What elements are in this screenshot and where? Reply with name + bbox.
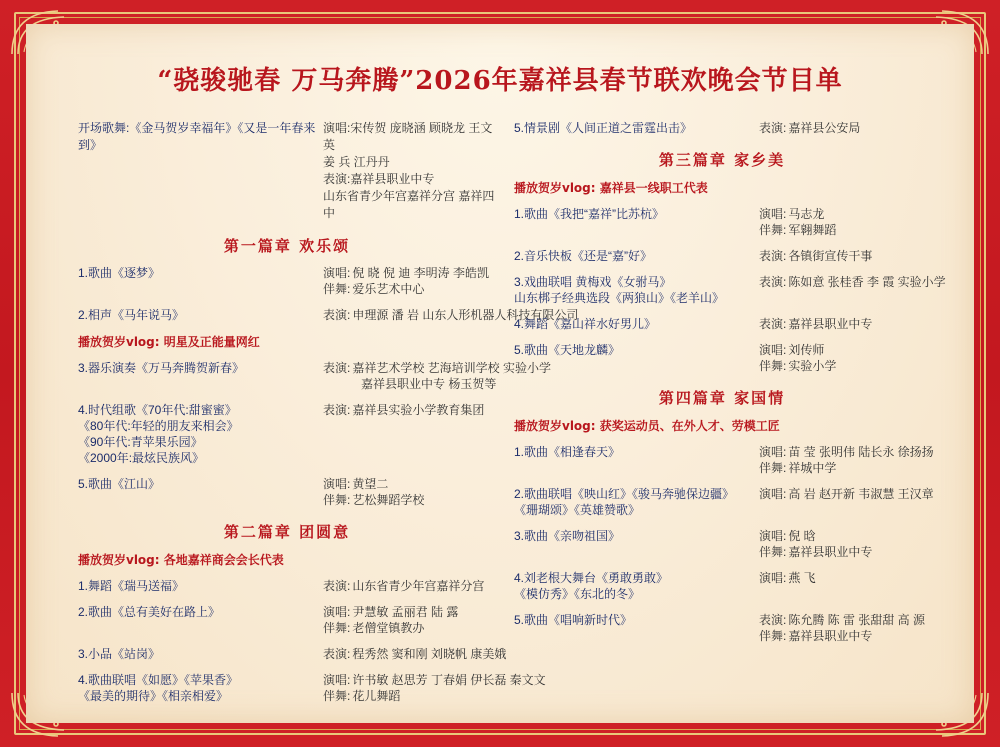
performer-row: [759, 628, 930, 644]
performer-row: [323, 646, 506, 662]
program-name: [514, 206, 759, 238]
item-2-4: [78, 672, 546, 704]
performer-role-label: 表演:: [323, 579, 351, 593]
performer-names: 陈允腾 陈 雷 张甜甜 高 源: [788, 613, 926, 627]
opening-performance: [78, 120, 496, 222]
performer-names: 苗 莹 张明伟 陆长永 徐扬扬: [788, 445, 934, 459]
performer-names: 陈如意 张桂香 李 霞 实验小学: [788, 275, 946, 289]
program-name-line: 3.器乐演奏《万马奔腾贺新春》: [78, 361, 245, 375]
performer-role-label: 演唱:: [323, 605, 351, 619]
performer-block: [759, 444, 934, 476]
vlog-4: 播放贺岁vlog: 获奖运动员、在外人才、劳模工匠: [514, 419, 780, 433]
performer-role-label: 演唱:: [759, 529, 787, 543]
performer-role-label: 演唱:: [759, 571, 787, 585]
performer-row: [323, 281, 496, 297]
item-4-5: [514, 612, 930, 644]
performer-block: [759, 486, 934, 518]
program-name-line: 2.歌曲联唱《映山红》《骏马奔驰保边疆》: [514, 487, 735, 501]
performer-row: [759, 342, 930, 358]
performer-row: [323, 620, 496, 636]
vlog-3: 播放贺岁vlog: 嘉祥县一线职工代表: [514, 181, 708, 195]
performer-names: 刘传师: [788, 343, 825, 357]
performer-row: [759, 358, 930, 374]
program-name-line: 4.时代组歌《70年代:甜蜜蜜》: [78, 403, 237, 417]
program-name-line: 5.歌曲《江山》: [78, 477, 161, 491]
vlog-1: 播放贺岁vlog: 明星及正能量网红: [78, 335, 260, 349]
performer-names: 倪 晓 倪 迪 李明涛 李皓凯: [352, 266, 490, 280]
performer-block: [759, 612, 930, 644]
program-name: [78, 265, 323, 297]
program-name-line: 5.情景剧《人间正道之雷霆出击》: [514, 121, 693, 135]
performer-row: [759, 206, 930, 222]
performer-block: [759, 528, 930, 560]
item-3-4: [514, 316, 930, 332]
item-1-4: [78, 402, 496, 466]
performer-role-label: 演唱:: [323, 477, 351, 491]
performer-names: 花儿舞蹈: [352, 689, 401, 703]
program-name: [514, 316, 759, 332]
program-name: [78, 402, 323, 466]
performer-block: [323, 476, 496, 508]
performer-role-label: 表演:: [323, 647, 351, 661]
program-name-line: 4.刘老根大舞台《勇敢勇敢》: [514, 571, 669, 585]
performer-names: 倪 晗: [788, 529, 816, 543]
program-name-line: 3.戏曲联唱 黄梅戏《女驸马》: [514, 275, 672, 289]
program-name-line: 1.歌曲《逐梦》: [78, 266, 161, 280]
performer-names: 实验小学: [788, 359, 837, 373]
performer-block: [759, 274, 946, 306]
performer-names: 艺松舞蹈学校: [352, 493, 425, 507]
performer-block: [323, 120, 496, 222]
item-3-3: [514, 274, 946, 306]
performer-names: 各镇街宣传干事: [788, 249, 873, 263]
performer-role-label: 伴舞:: [323, 621, 351, 635]
performer-row: [323, 154, 496, 171]
performer-names: 嘉祥县职业中专: [788, 317, 873, 331]
performer-row: [759, 528, 930, 544]
performer-role-label: 伴舞:: [759, 461, 787, 475]
program-name: [78, 604, 323, 636]
performer-block: [759, 342, 930, 374]
page-title: “骁骏驰春 万马奔腾”2026年嘉祥县春节联欢晚会节目单: [157, 66, 843, 96]
item-4-1: [514, 444, 934, 476]
performer-row: [759, 316, 930, 332]
performer-role-label: 表演:: [759, 249, 787, 263]
performer-role-label: 表演:: [323, 172, 351, 186]
performer-names: 申理源 潘 岩 山东人形机器人科技有限公司: [352, 308, 579, 322]
performer-names: 军翱舞蹈: [788, 223, 837, 237]
program-name-line: 《2000年:最炫民族风》: [78, 451, 205, 465]
program-name: [514, 612, 759, 644]
performer-row: [759, 460, 934, 476]
performer-row: [759, 612, 930, 628]
performer-role-label: 伴舞:: [759, 545, 787, 559]
program-name-line: 3.歌曲《亲吻祖国》: [514, 529, 621, 543]
program-name-line: 《最美的期待》《相亲相爱》: [78, 689, 229, 703]
program-name: [78, 578, 323, 594]
item-4-2: [514, 486, 934, 518]
item-2-1: [78, 578, 496, 594]
program-name-line: 1.舞蹈《瑞马送福》: [78, 579, 185, 593]
item-2-5: [514, 120, 930, 136]
performer-names: 嘉祥县实验小学教育集团: [352, 403, 485, 417]
program-name-line: 2.歌曲《总有美好在路上》: [78, 605, 221, 619]
performer-names: 燕 飞: [788, 571, 816, 585]
performer-role-label: 伴舞:: [323, 493, 351, 507]
program-columns: [78, 120, 946, 703]
performer-role-label: 伴舞:: [759, 223, 787, 237]
program-name: [78, 120, 323, 222]
program-name-line: 5.歌曲《唱响新时代》: [514, 613, 633, 627]
performer-row: [759, 486, 934, 502]
performer-role-label: 表演:: [323, 361, 351, 375]
program-sheet: [26, 24, 974, 723]
performer-names: 嘉祥县公安局: [788, 121, 861, 135]
section-3: 第三篇章 家乡美: [658, 151, 786, 169]
section-4: 第四篇章 家国情: [658, 389, 786, 407]
performer-names: 尹慧敏 孟丽君 陆 露: [352, 605, 459, 619]
item-3-2: [514, 248, 930, 264]
program-name: [78, 672, 323, 704]
performer-block: [759, 316, 930, 332]
item-1-2: [78, 307, 579, 323]
performer-role-label: 表演:: [323, 308, 351, 322]
performer-names: 高 岩 赵开新 韦淑慧 王汉章: [788, 487, 934, 501]
performer-block: [323, 604, 496, 636]
performer-names: 爱乐艺术中心: [352, 282, 425, 296]
item-3-5: [514, 342, 930, 374]
program-name: [78, 307, 323, 323]
item-3-1: [514, 206, 930, 238]
performer-role-label: 伴舞:: [759, 629, 787, 643]
performer-names: 宋传贺 庞晓涵 顾晓龙 王文英: [323, 121, 493, 152]
program-name-line: 山东梆子经典选段《两狼山》《老羊山》: [514, 291, 725, 305]
performer-names: 黄望二: [352, 477, 389, 491]
performer-row: [323, 188, 496, 222]
performer-block: [323, 402, 496, 466]
section-2: 第二篇章 团圆意: [223, 523, 351, 541]
program-name-line: 《90年代:青苹果乐园》: [78, 435, 203, 449]
performer-role-label: 演唱:: [759, 445, 787, 459]
performer-role-label: 表演:: [759, 317, 787, 331]
performer-role-label: 演唱:: [323, 121, 351, 135]
performer-block: [323, 578, 496, 594]
performer-row: [759, 120, 930, 136]
program-name-line: 3.小品《站岗》: [78, 647, 161, 661]
performer-row: [759, 444, 934, 460]
performer-row: [323, 171, 496, 188]
performer-names: 姜 兵 江丹丹: [323, 155, 390, 169]
program-name: [78, 360, 323, 392]
performer-role-label: 表演:: [323, 403, 351, 417]
program-name-line: 《模仿秀》《东北的冬》: [514, 587, 641, 601]
program-name: [514, 570, 759, 602]
performer-role-label: 演唱:: [759, 343, 787, 357]
performer-row: [759, 570, 930, 586]
performer-row: [323, 402, 496, 418]
section-1: 第一篇章 欢乐颂: [223, 237, 351, 255]
performer-role-label: 演唱:: [759, 207, 787, 221]
program-name: [514, 248, 759, 264]
performer-role-label: 表演:: [759, 613, 787, 627]
program-name-line: 4.舞蹈《嘉山祥水好男儿》: [514, 317, 657, 331]
performer-row: [323, 492, 496, 508]
performer-names: 嘉祥县职业中专: [350, 172, 435, 186]
performer-role-label: 演唱:: [759, 487, 787, 501]
performer-row: [323, 120, 496, 154]
performer-role-label: 表演:: [759, 121, 787, 135]
program-name-line: 2.相声《马年说马》: [78, 308, 185, 322]
program-name-line: 《又是一年春来到》: [78, 121, 316, 152]
program-name-line: 2.音乐快板《还是“嘉”好》: [514, 249, 653, 263]
program-name: [514, 120, 759, 136]
performer-names: 山东省青少年宫嘉祥分宫: [352, 579, 485, 593]
performer-row: [759, 222, 930, 238]
performer-block: [759, 206, 930, 238]
program-name: [514, 444, 759, 476]
item-4-4: [514, 570, 930, 602]
performer-row: [759, 248, 930, 264]
program-column-right: [504, 120, 946, 693]
program-name: [78, 646, 323, 662]
program-name-line: 开场歌舞:《金马贺岁幸福年》: [78, 121, 238, 135]
performer-names: 嘉祥县职业中专: [788, 629, 873, 643]
performer-names: 许书敏 赵思芳 丁春娟 伊长磊 秦文文: [352, 673, 546, 687]
item-4-3: [514, 528, 930, 560]
program-name-line: 《80年代:年轻的朋友来相会》: [78, 419, 239, 433]
program-name: [514, 274, 759, 306]
performer-names: 嘉祥县职业中专: [788, 545, 873, 559]
performer-block: [759, 570, 930, 602]
program-name-line: 1.歌曲《相逢春天》: [514, 445, 621, 459]
program-name: [78, 476, 323, 508]
performer-block: [323, 646, 506, 662]
item-1-1: [78, 265, 496, 297]
performer-names: 祥城中学: [788, 461, 837, 475]
program-name-line: 5.歌曲《天地龙麟》: [514, 343, 621, 357]
performer-names: 嘉祥县职业中专 杨玉贺等: [361, 377, 497, 391]
program-name-line: 1.歌曲《我把“嘉祥”比苏杭》: [514, 207, 665, 221]
program-name-line: 《珊瑚颂》《英雄赞歌》: [514, 503, 641, 517]
item-1-3: [78, 360, 552, 392]
performer-row: [323, 265, 496, 281]
item-2-2: [78, 604, 496, 636]
item-1-5: [78, 476, 496, 508]
performer-block: [323, 265, 496, 297]
performer-role-label: 伴舞:: [759, 359, 787, 373]
performer-names: 马志龙: [788, 207, 825, 221]
performer-row: [759, 274, 946, 290]
performer-names: 老僧堂镇教办: [352, 621, 425, 635]
program-name-line: 4.歌曲联唱《如愿》《苹果香》: [78, 673, 239, 687]
vlog-2: 播放贺岁vlog: 各地嘉祥商会会长代表: [78, 553, 284, 567]
performer-row: [323, 578, 496, 594]
program-name: [514, 342, 759, 374]
item-2-3: [78, 646, 507, 662]
performer-row: [323, 476, 496, 492]
performer-names: 嘉祥艺术学校 艺海培训学校 实验小学: [352, 361, 552, 375]
performer-names: 山东省青少年宫嘉祥分宫 嘉祥四中: [323, 189, 495, 220]
performer-role-label: 表演:: [759, 275, 787, 289]
performer-role-label: 演唱:: [323, 673, 351, 687]
performer-role-label: 伴舞:: [323, 689, 351, 703]
performer-row: [323, 604, 496, 620]
program-name: [514, 528, 759, 560]
performer-names: 程秀然 窦和刚 刘晓帆 康美娥: [352, 647, 507, 661]
performer-block: [759, 120, 930, 136]
performer-block: [759, 248, 930, 264]
performer-row: [759, 544, 930, 560]
performer-role-label: 演唱:: [323, 266, 351, 280]
performer-role-label: 伴舞:: [323, 282, 351, 296]
program-name: [514, 486, 759, 518]
